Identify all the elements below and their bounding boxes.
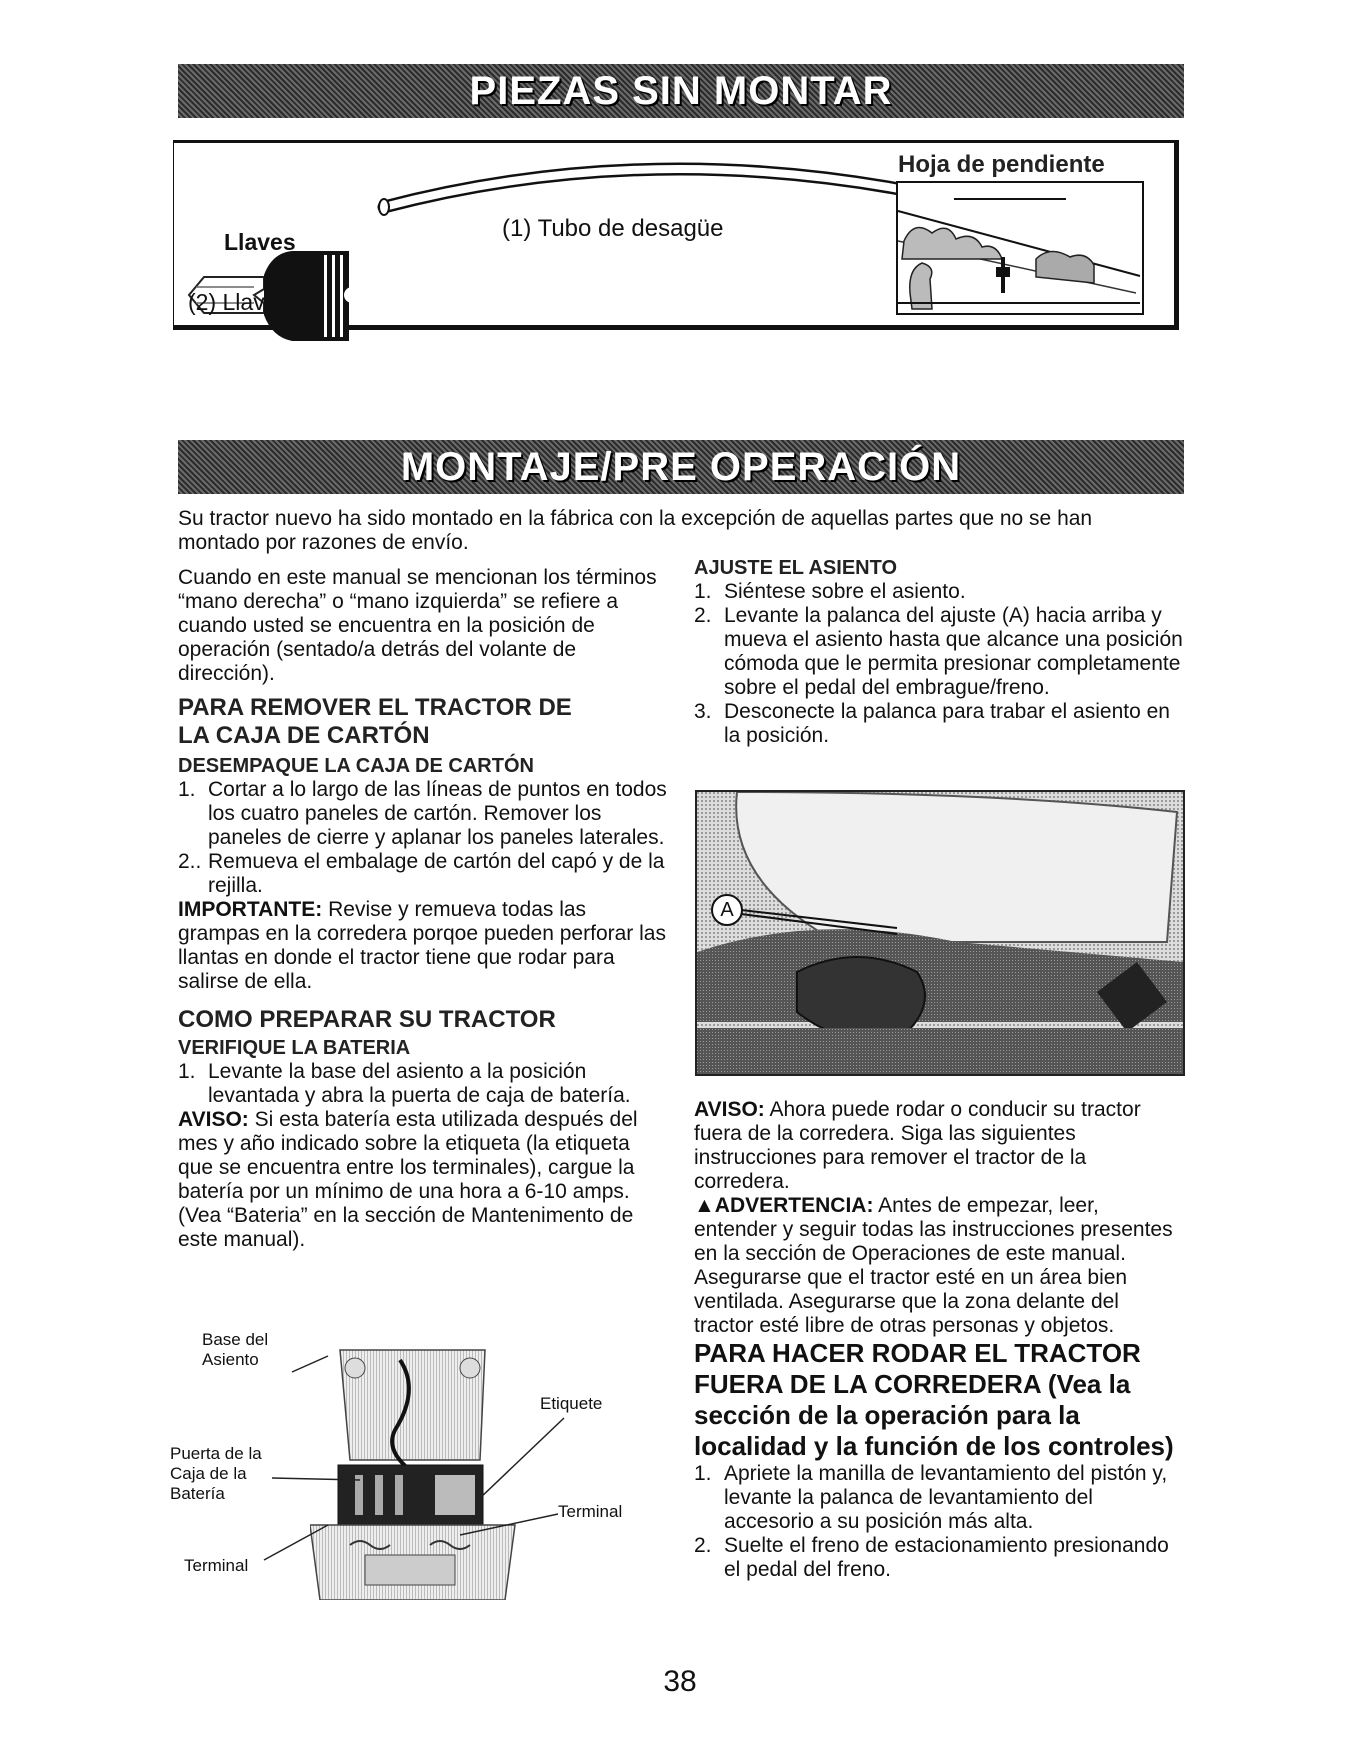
page-number: 38 [663,1665,697,1698]
step-text: Remueva el embalage de cartón del capó y de la rejilla. [208,850,665,897]
right-column [694,556,1184,748]
step-text: Siéntese sobre el asiento. [724,580,966,603]
warning-paragraph [694,1194,1184,1338]
battery-step [178,1060,668,1108]
step-number: 1. [178,1060,196,1083]
unassembled-parts-banner [178,64,1184,118]
unassembled-parts-title: PIEZAS SIN MONTAR [469,68,893,113]
step-number: 2.. [178,850,202,873]
seat-illustration [697,792,1183,1074]
seat-base-label: Base del Asiento [202,1330,269,1369]
assembly-preoperation-banner [178,440,1184,494]
seat-step [694,604,1184,700]
roll-tractor-heading: PARA HACER RODAR EL TRACTOR FUERA DE LA CORREDERA (Vea la sección de la operación para la localidad y la función de los controles) [694,1338,1174,1461]
aviso-label: AVISO: [694,1098,765,1121]
unpack-heading: DESEMPAQUE LA CAJA DE CARTÓN [178,755,534,777]
important-paragraph [178,898,668,994]
roll-step [694,1462,1184,1534]
prepare-tractor-heading: COMO PREPARAR SU TRACTOR [178,1006,556,1033]
aviso-text: Ahora puede rodar o conducir su tractor fuera de la corredera. Siga las siguientes instrucciones para remover el tractor de la corredera. [694,1098,1141,1193]
unpack-step [178,850,668,898]
unassembled-parts-box [173,140,1179,330]
warning-label: ADVERTENCIA: [714,1194,874,1217]
remove-heading-line1: PARA REMOVER EL TRACTOR DE [178,694,572,721]
step-text: Suelte el freno de estacionamiento presionando el pedal del freno. [724,1534,1169,1581]
seat-step [694,580,1184,604]
left-column [178,566,668,1252]
adjust-seat-heading: AJUSTE EL ASIENTO [694,557,898,579]
drain-tube-caption: (1) Tubo de desagüe [502,215,724,242]
keys-heading: Llaves [224,229,296,255]
aviso-text: Si esta batería esta utilizada después del mes y año indicado sobre la etiqueta (la etiqueta que se encuentra entre los terminales), cargue la batería por un mínimo de una hora a 6-10 amps. (Vea “Bateria” en la sección de Mantenimento de este manual). [178,1108,638,1251]
step-number: 1. [694,580,712,603]
callout-leader-lines [160,1330,660,1610]
assembly-preoperation-title: MONTAJE/PRE OPERACIÓN [400,444,962,489]
label-label: Etiquete [540,1394,603,1413]
step-text: Levante la palanca del ajuste (A) hacia arriba y mueva el asiento hasta que alcance una posición cómoda que le permita presionar completamente sobre el pedal del embrague/freno. [724,604,1183,699]
intro-paragraph: Su tractor nuevo ha sido montado en la fábrica con la excepción de aquellas partes que no se han montado por razones de envío. [178,507,1093,554]
step-text: Desconecte la palanca para trabar el asiento en la posición. [724,700,1170,747]
roll-step [694,1534,1184,1582]
right-column-lower [694,1098,1184,1582]
step-number: 1. [694,1462,712,1485]
step-number: 2. [694,1534,712,1557]
terminal-left-label: Terminal [184,1556,249,1575]
step-number: 1. [178,778,196,801]
keys-caption: (2) Llaves [188,289,289,315]
battery-figure [160,1330,660,1610]
aviso-label: AVISO: [178,1108,249,1131]
roll-aviso-paragraph [694,1098,1184,1194]
seat-adjust-photo [695,790,1185,1076]
step-number: 3. [694,700,712,723]
important-text: Revise y remueva todas las grampas en la corredera porqoe pueden perforar las llantas en donde el tractor tiene que rodar para salirse de ella. [178,898,666,993]
remove-heading-line2: LA CAJA DE CARTÓN [178,722,430,749]
step-text: Levante la base del asiento a la posición levantada y abra la puerta de caja de batería. [208,1060,631,1107]
terminal-right-label: Terminal [558,1502,623,1521]
seat-lever-callout-a: A [711,894,743,926]
seat-step [694,700,1184,748]
unpack-step [178,778,668,850]
important-label: IMPORTANTE: [178,898,323,921]
hand-note-paragraph: Cuando en este manual se mencionan los términos “mano derecha” o “mano izquierda” se refiere a cuando usted se encuentra en la posición de operación (sentado/a detrás del volante de dirección). [178,566,657,685]
step-number: 2. [694,604,712,627]
slope-sheet-illustration [896,181,1144,315]
battery-aviso-paragraph [178,1108,668,1252]
warning-triangle-icon: ▲ [694,1194,715,1217]
battery-door-label: Puerta de la Caja de la Batería [170,1444,262,1503]
step-text: Cortar a lo largo de las líneas de puntos en todos los cuatro paneles de cartón. Remover los paneles de cierre y aplanar los paneles laterales. [208,778,667,849]
slope-sheet-title: Hoja de pendiente [898,151,1105,178]
check-battery-heading: VERIFIQUE LA BATERIA [178,1037,411,1059]
warning-text: Antes de empezar, leer, entender y seguir todas las instrucciones presentes en la sección de Operaciones de este manual. Asegurarse que el tractor esté en un área bien ventilada. Asegurarse que la zona delante del tractor esté libre de otras personas y objetos. [694,1194,1173,1337]
step-text: Apriete la manilla de levantamiento del pistón y, levante la palanca de levantamiento del accesorio a su posición más alta. [724,1462,1168,1533]
